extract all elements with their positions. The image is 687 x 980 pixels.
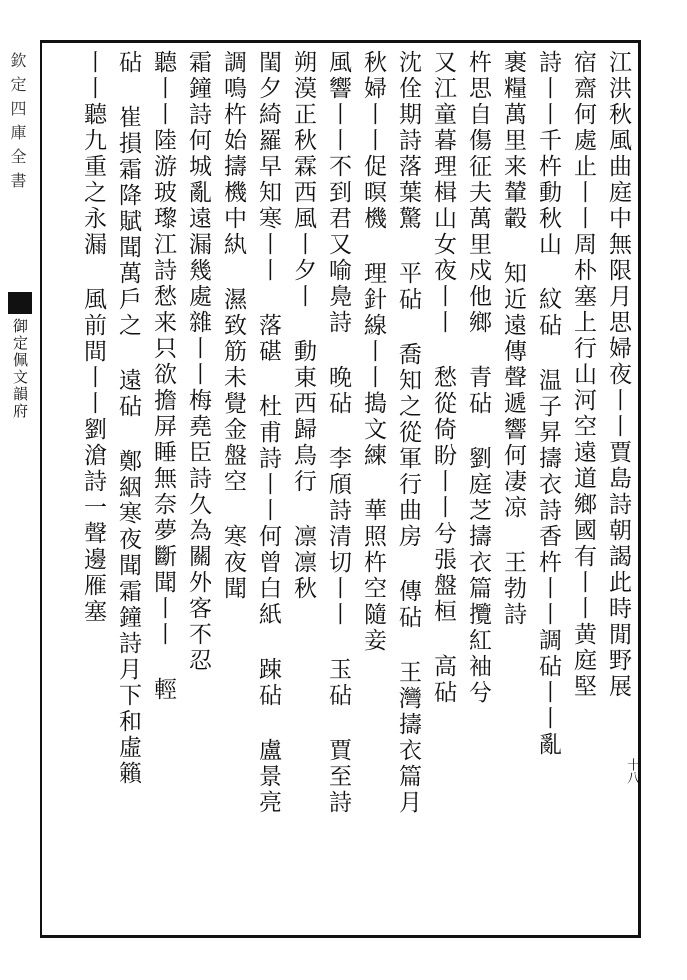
left-border <box>40 40 42 938</box>
text-column-1: 江洪秋風曲庭中無限月思婦夜丨丨賈島詩朝謁此時閒野展 <box>605 50 631 700</box>
text-column-16: 丨丨聽九重之永漏 風前間丨丨劉滄詩一聲邊雁塞 <box>80 50 106 625</box>
top-border <box>40 40 640 43</box>
text-column-8: 秋婦丨丨促暝機 理針線丨丨搗文練 華照杵空隨妾 <box>360 50 386 654</box>
text-column-7: 沈佺期詩落葉驚 平砧 喬知之從軍行曲房 傳砧 王灣擣衣篇月 <box>395 50 421 816</box>
text-column-12: 調鳴杵始擣機中紈 濕致筋未覺金盤空 寒夜聞 <box>220 50 246 602</box>
text-column-5: 杵思自傷征夫萬里戍他鄉 青砧 劉庭芝擣衣篇攬紅袖兮 <box>465 50 491 706</box>
label-marker <box>8 292 32 314</box>
text-column-10: 朔漠正秋霖西風丨夕丨 動東西歸鳥行 凛凛秋 <box>290 50 316 602</box>
text-column-6: 又江童暮理楫山女夜丨丨 愁從倚盼丨丨兮張盤桓 高砧 <box>430 50 456 706</box>
text-column-11: 閨夕綺羅早知寒丨丨 落碪 杜甫詩丨丨何曾白紙 踈砧 盧景亮 <box>255 50 281 816</box>
text-column-13: 霜鐘詩何城亂遠漏幾處雜丨丨梅堯臣詩久為關外客不忍 <box>185 50 211 674</box>
text-column-2: 宿齋何處止丨丨周朴塞上行山河空遠道鄉國有丨丨黄庭堅 <box>570 50 596 700</box>
right-border <box>638 40 641 938</box>
text-column-4: 裹糧萬里来輦轂 知近遠傳聲遞響何凄凉 王勃詩 <box>500 50 526 628</box>
text-column-3: 詩丨丨千杵動秋山 紋砧 温子昇擣衣詩香杵丨丨調砧丨丨亂 <box>535 50 561 758</box>
page-number: 十八 <box>624 758 639 784</box>
book-label <box>4 292 34 502</box>
collection-title: 欽定四庫全書 <box>8 52 27 196</box>
bottom-border <box>40 935 640 938</box>
text-column-9: 風響丨丨不到君又喻鳧詩 晚砧 李頎詩清切丨丨 玉砧 賈至詩 <box>325 50 351 816</box>
text-column-14: 聽丨丨陸游玻瓈江詩愁来只欲擔屏睡無奈夢斷聞丨丨 輕 <box>150 50 176 703</box>
book-title: 御定佩文韻府 <box>11 318 29 420</box>
text-column-15: 砧 崔損霜降賦聞萬戶之 遠砧 鄭絪寒夜聞霜鐘詩月下和虛籟 <box>115 50 141 787</box>
